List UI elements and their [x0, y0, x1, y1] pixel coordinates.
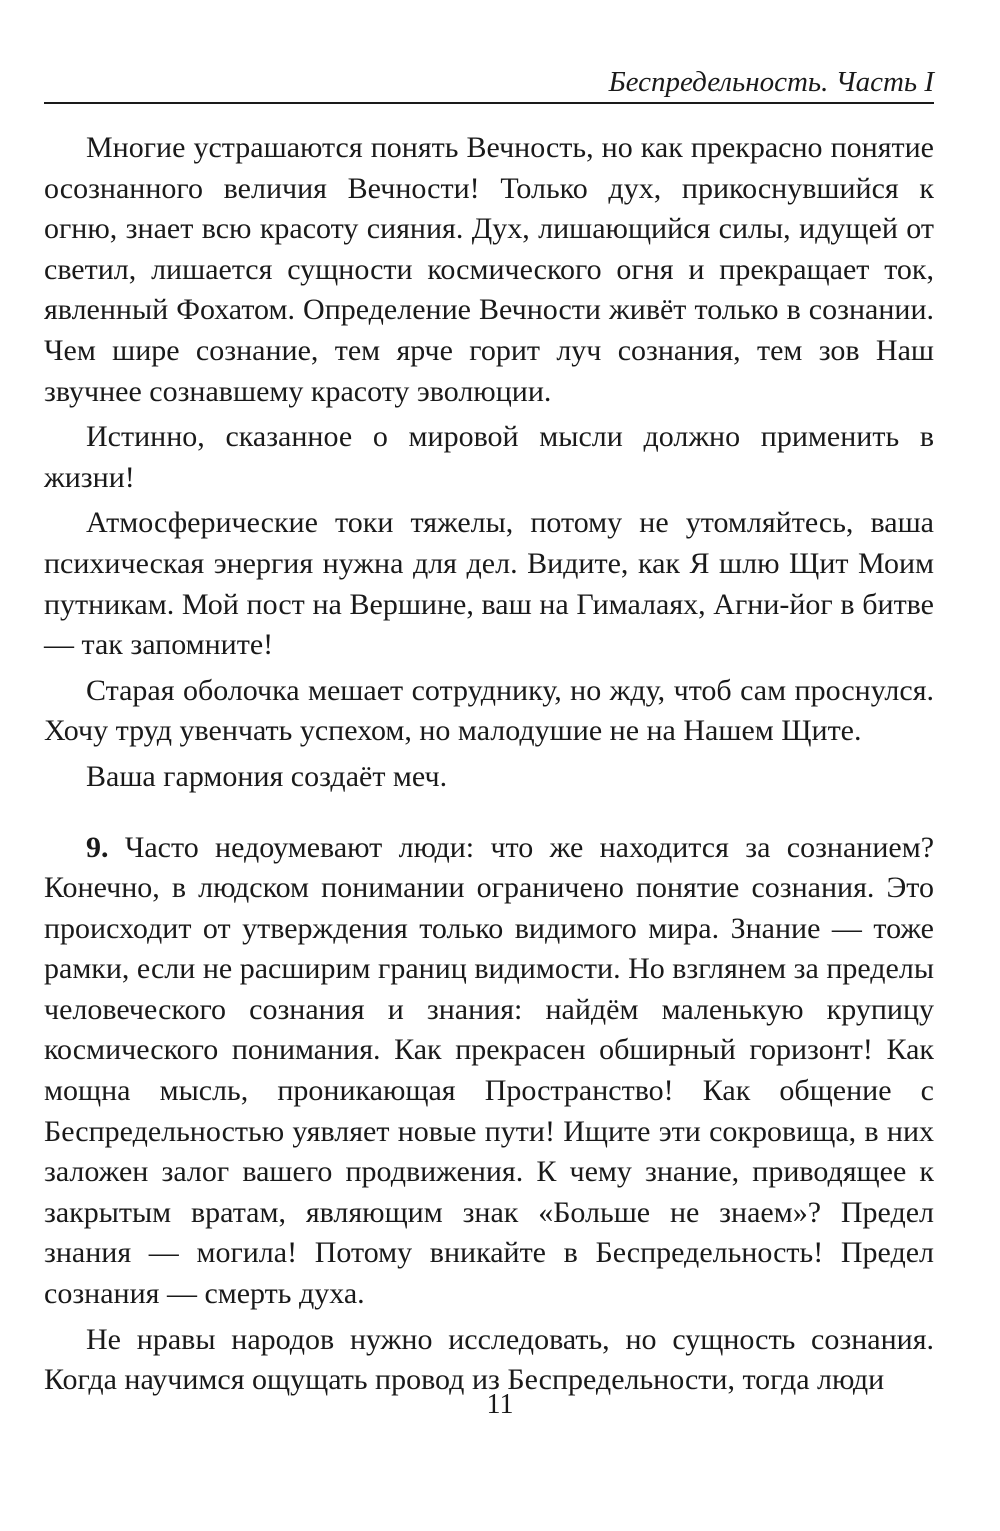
paragraph-text: Истинно, сказанное о мировой мысли должно применить в жизни!: [44, 420, 934, 494]
running-header: [44, 62, 934, 104]
section-paragraph: [44, 828, 934, 1315]
paragraph-text: Не нравы народов нужно исследовать, но сущность сознания. Когда научимся ощущать провод из Беспредельности, тогда люди: [44, 1322, 934, 1397]
page-number: [0, 1385, 1000, 1425]
page-number-text: 11: [486, 1389, 514, 1420]
paragraph-text: Ваша гармония создаёт меч.: [86, 759, 448, 793]
paragraph: [44, 503, 934, 665]
section-number: 9.: [86, 830, 109, 864]
paragraph-text: Многие устрашаются понять Вечность, но как прекрасно понятие осознанного величия Вечности! Только дух, прикоснувшийся к огню, знает всю красоту сияния. Дух, лишающийся силы, идущей от светил, лишается сущности космического огня и прекращает ток, явленный Фохатом. Определение Вечности живёт только в сознании. Чем шире сознание, тем ярче горит луч сознания, тем зов Наш звучнее сознавшему красоту эволюции.: [44, 131, 934, 408]
paragraph-text: Атмосферические токи тяжелы, потому не утомляйтесь, ваша психическая энергия нужна для дел. Видите, как Я шлю Щит Моим путникам. Мой пост на Вершине, ваш на Гималаях, Агни-йог в битве — так запомните!: [44, 506, 934, 662]
paragraph-text: Часто недоумевают люди: что же находится за сознанием? Конечно, в людском понимании ограничено понятие сознания. Это происходит от утверждения только видимого мира. Знание — тоже рамки, если не расширим границ видимости. Но взглянем за пределы человеческого сознания и знания: найдём маленькую крупицу космического понимания. Как прекрасен обширный горизонт! Как мощна мысль, проникающая Пространство! Как общение с Беспредельностью уявляет новые пути! Ищите эти сокровища, в них заложен залог вашего продвижения. К чему знание, приводящее к закрытым вратам, являющим знак «Больше не знаем»? Предел знания — могила! Потому вникайте в Беспредельность! Предел сознания — смерть духа.: [44, 830, 935, 1311]
running-title: Беспредельность. Часть I: [608, 66, 934, 98]
page-body: [44, 128, 934, 1401]
paragraph: [44, 417, 934, 498]
paragraph: [44, 757, 934, 798]
paragraph: [44, 671, 934, 752]
paragraph: [44, 128, 934, 412]
paragraph-text: Старая оболочка мешает сотруднику, но жду, чтоб сам проснулся. Хочу труд увенчать успехом, но малодушие не на Нашем Щите.: [44, 673, 934, 748]
